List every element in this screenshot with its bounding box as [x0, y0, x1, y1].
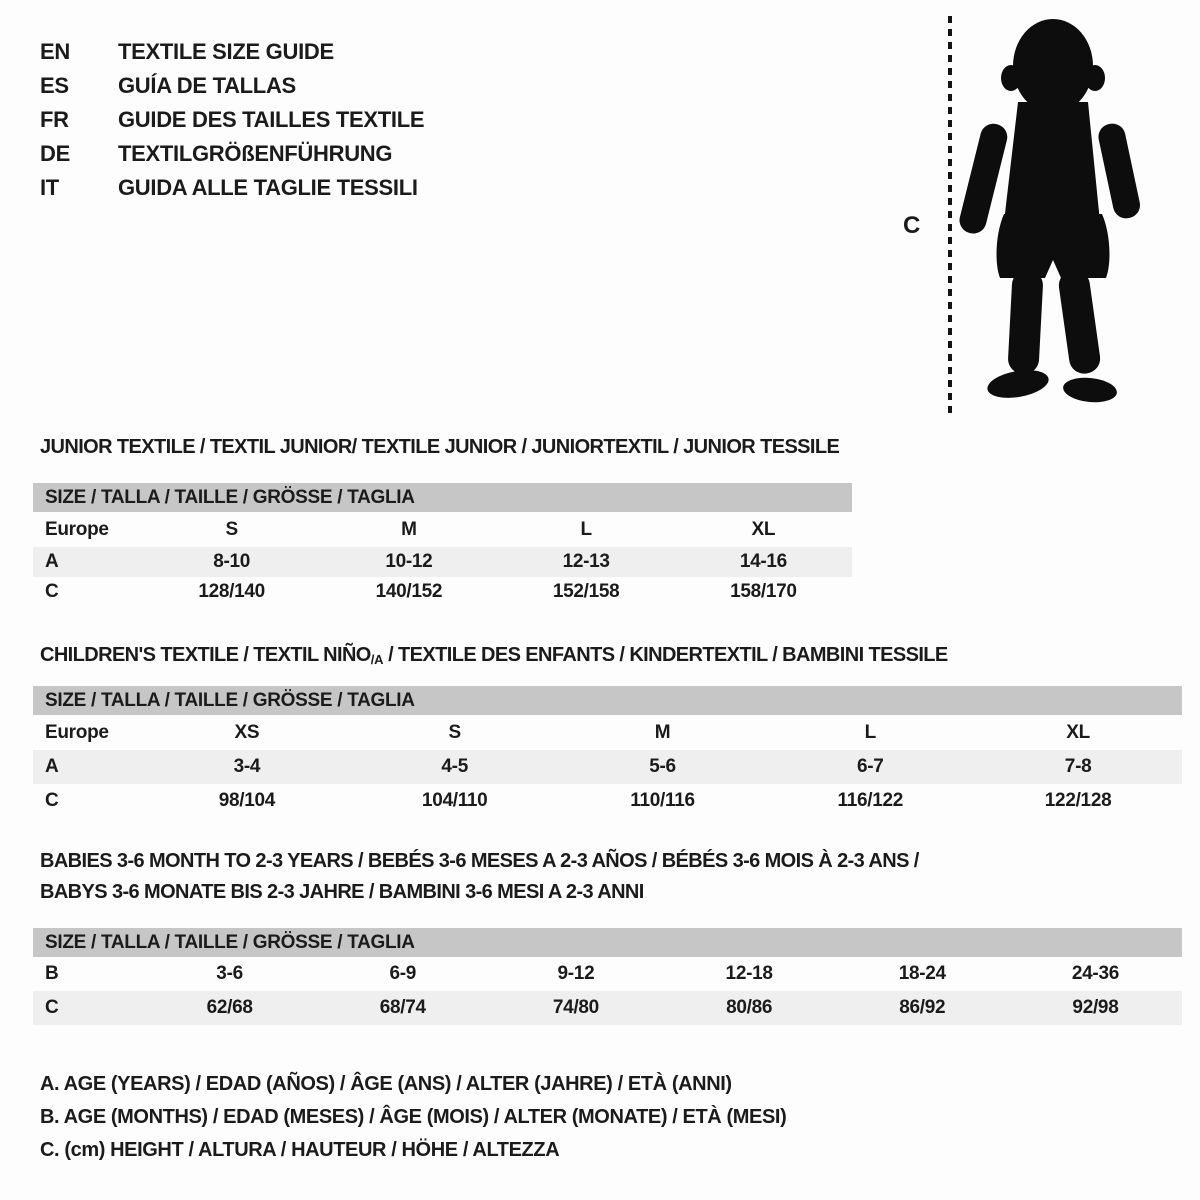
- table-cell: 128/140: [198, 581, 265, 602]
- height-measure-label: C: [903, 212, 921, 239]
- language-row: [40, 103, 424, 137]
- table-cell: 152/158: [552, 581, 620, 602]
- legend-line-age-months: B. AGE (MONTHS) / EDAD (MESES) / ÂGE (MOIS) / ALTER (MONATE) / ETÀ (MESI): [40, 1106, 787, 1128]
- language-row: [40, 35, 424, 69]
- language-title: GUIDE DES TAILLES TEXTILE: [118, 107, 425, 132]
- table-cell: 6-7: [857, 756, 884, 777]
- baby-silhouette-icon: [958, 12, 1148, 418]
- language-title: TEXTILE SIZE GUIDE: [118, 39, 334, 64]
- table-cell: 3-6: [216, 963, 243, 984]
- size-col-header: M: [401, 519, 417, 540]
- language-title-list: [40, 35, 424, 205]
- table-cell: 8-10: [213, 551, 251, 572]
- table-cell: 122/128: [1044, 790, 1112, 811]
- table-cell: 116/122: [837, 790, 904, 811]
- junior-section-heading: JUNIOR TEXTILE / TEXTIL JUNIOR/ TEXTILE JUNIOR / JUNIORTEXTIL / JUNIOR TESSILE: [40, 436, 840, 458]
- junior-size-table: [33, 483, 852, 607]
- measurement-legend: [40, 1068, 786, 1167]
- table-cell: 98/104: [218, 790, 276, 811]
- size-col-header: M: [654, 722, 671, 743]
- table-cell: 10-12: [385, 551, 433, 572]
- table-cell: 14-16: [739, 551, 787, 572]
- table-cell: 9-12: [557, 963, 595, 984]
- babies-size-table: [33, 928, 1182, 1025]
- children-heading-text: / TEXTILE DES ENFANTS / KINDERTEXTIL / BAMBINI TESSILE: [383, 644, 948, 666]
- children-size-table: [33, 686, 1182, 818]
- table-row-height: [33, 784, 1182, 818]
- table-cell: 24-36: [1071, 963, 1119, 984]
- babies-heading-line2: BABYS 3-6 MONATE BIS 2-3 JAHRE / BAMBINI 3-6 MESI A 2-3 ANNI: [40, 881, 644, 903]
- language-code: DE: [40, 141, 70, 166]
- table-cell: 80/86: [726, 997, 773, 1018]
- table-header-row: [33, 512, 852, 547]
- table-cell: 6-9: [389, 963, 417, 984]
- language-row: [40, 69, 424, 103]
- babies-heading-line1: BABIES 3-6 MONTH TO 2-3 YEARS / BEBÉS 3-6 MESES A 2-3 AÑOS / BÉBÉS 3-6 MOIS À 2-3 ANS /: [40, 850, 919, 872]
- size-col-header: XS: [234, 722, 260, 743]
- region-label: Europe: [45, 519, 109, 540]
- size-col-header: L: [580, 519, 592, 540]
- size-col-header: XL: [751, 519, 776, 540]
- row-label: A: [45, 551, 59, 572]
- size-col-header: S: [225, 519, 238, 540]
- table-row-age: [33, 547, 852, 577]
- row-label: C: [45, 997, 59, 1018]
- size-col-header: L: [864, 722, 876, 743]
- table-cell: 12-13: [562, 551, 610, 572]
- row-label: A: [45, 756, 59, 777]
- children-section-heading: [40, 643, 948, 672]
- table-row-height: [33, 991, 1182, 1025]
- table-row-age: [33, 750, 1182, 784]
- table-cell: 140/152: [375, 581, 443, 602]
- table-cell: 86/92: [899, 997, 946, 1018]
- table-cell: 62/68: [206, 997, 253, 1018]
- table-row-months: [33, 957, 1182, 991]
- language-row: [40, 137, 424, 171]
- children-heading-text: CHILDREN'S TEXTILE / TEXTIL NIÑO: [40, 644, 371, 666]
- size-col-header: XL: [1066, 722, 1090, 743]
- table-cell: 158/170: [730, 581, 797, 602]
- language-code: EN: [40, 39, 70, 64]
- size-band: SIZE / TALLA / TAILLE / GRÖSSE / TAGLIA: [33, 928, 1182, 957]
- table-cell: 7-8: [1064, 756, 1092, 777]
- table-cell: 92/98: [1072, 997, 1119, 1018]
- table-row-height: [33, 577, 852, 607]
- language-title: GUÍA DE TALLAS: [118, 73, 296, 98]
- language-code: IT: [40, 175, 59, 200]
- table-cell: 5-6: [649, 756, 676, 777]
- legend-line-height-cm: C. (cm) HEIGHT / ALTURA / HAUTEUR / HÖHE / ALTEZZA: [40, 1139, 560, 1161]
- language-code: FR: [40, 107, 69, 132]
- table-cell: 104/110: [421, 790, 488, 811]
- row-label: B: [45, 963, 59, 984]
- table-cell: 18-24: [898, 963, 946, 984]
- size-col-header: S: [448, 722, 461, 743]
- height-measure-dashed-line-icon: [948, 16, 952, 416]
- table-cell: 110/116: [630, 790, 695, 811]
- language-code: ES: [40, 73, 69, 98]
- language-title: TEXTILGRÖßENFÜHRUNG: [118, 141, 393, 166]
- language-row: [40, 171, 424, 205]
- size-band: SIZE / TALLA / TAILLE / GRÖSSE / TAGLIA: [33, 686, 1182, 715]
- row-label: C: [45, 790, 59, 811]
- table-cell: 68/74: [379, 997, 426, 1018]
- children-heading-subscript: /A: [370, 652, 384, 667]
- size-band: SIZE / TALLA / TAILLE / GRÖSSE / TAGLIA: [33, 483, 852, 512]
- table-header-row: [33, 715, 1182, 750]
- babies-section-heading: [40, 846, 919, 908]
- region-label: Europe: [45, 722, 109, 743]
- language-title: GUIDA ALLE TAGLIE TESSILI: [118, 175, 418, 200]
- table-cell: 3-4: [233, 756, 261, 777]
- table-cell: 74/80: [552, 997, 599, 1018]
- table-cell: 4-5: [441, 756, 468, 777]
- row-label: C: [45, 581, 59, 602]
- table-cell: 12-18: [725, 963, 773, 984]
- legend-line-age-years: A. AGE (YEARS) / EDAD (AÑOS) / ÂGE (ANS) / ALTER (JAHRE) / ETÀ (ANNI): [40, 1073, 732, 1095]
